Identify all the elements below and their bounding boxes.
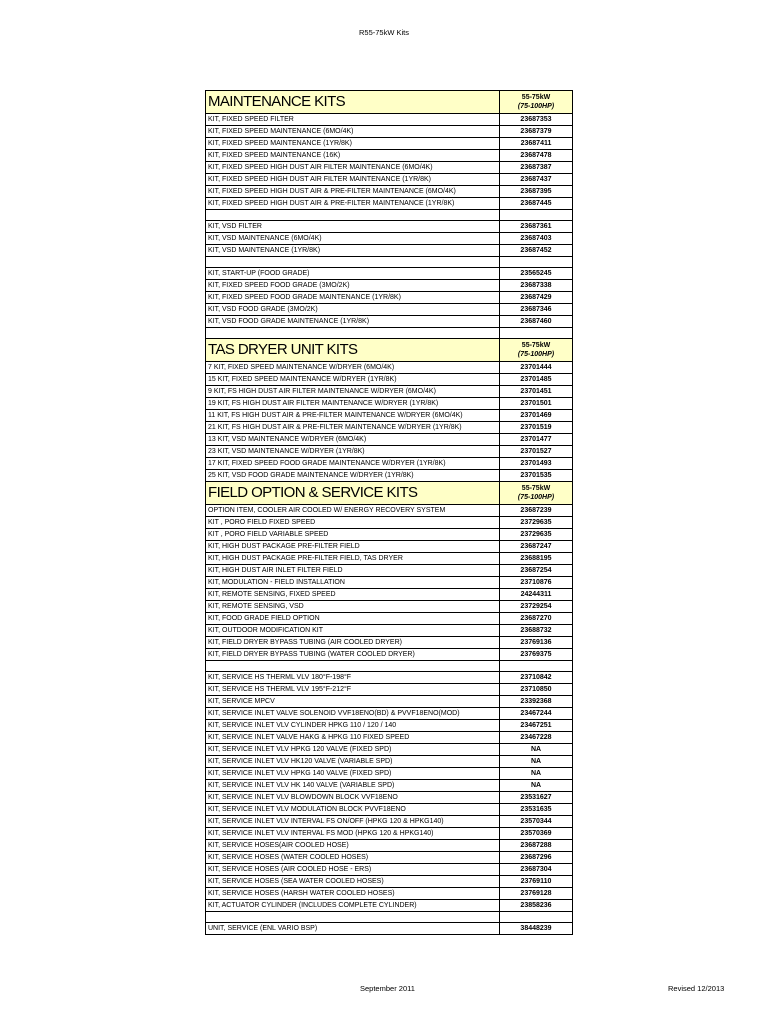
table-row (206, 565, 573, 577)
table-row (206, 434, 573, 446)
kit-description: KIT, SERVICE HOSES(AIR COOLED HOSE) (206, 840, 500, 852)
kit-description: KIT, SERVICE INLET VALVE SOLENOID VVF18ENO(BD) & PVVF18ENO(MOD) (206, 708, 500, 720)
table-row (206, 684, 573, 696)
kit-description: KIT, FIXED SPEED MAINTENANCE (16K) (206, 150, 500, 162)
kit-description: 15 KIT, FIXED SPEED MAINTENANCE W/DRYER (1YR/8K) (206, 374, 500, 386)
kit-part-number: 23687460 (500, 316, 573, 328)
kit-description: KIT, START-UP (FOOD GRADE) (206, 268, 500, 280)
table-row (206, 126, 573, 138)
kit-part-number: 23531635 (500, 804, 573, 816)
blank-row (206, 912, 573, 923)
kit-part-number: 23701535 (500, 470, 573, 482)
table-row (206, 720, 573, 732)
kit-part-number: 23729254 (500, 601, 573, 613)
kit-description: KIT, VSD FOOD GRADE (3MO/2K) (206, 304, 500, 316)
kit-part-number: 23701501 (500, 398, 573, 410)
kit-part-number: 23687239 (500, 505, 573, 517)
kit-description: KIT, FOOD GRADE FIELD OPTION (206, 613, 500, 625)
table-row (206, 386, 573, 398)
table-row (206, 768, 573, 780)
kit-description: KIT, SERVICE INLET VLV CYLINDER HPKG 110 / 120 / 140 (206, 720, 500, 732)
kit-description: KIT, FIXED SPEED FILTER (206, 114, 500, 126)
table-row (206, 840, 573, 852)
column-header-power: 55-75kW (521, 485, 551, 492)
kit-description: KIT , PORO FIELD VARIABLE SPEED (206, 529, 500, 541)
kit-part-number: 23687429 (500, 292, 573, 304)
kit-part-number: NA (500, 744, 573, 756)
table-row (206, 541, 573, 553)
column-header-horsepower: (75-100HP) (517, 494, 555, 501)
kit-description: KIT, SERVICE HOSES (AIR COOLED HOSE - ERS) (206, 864, 500, 876)
table-row (206, 888, 573, 900)
table-row (206, 756, 573, 768)
table-row (206, 174, 573, 186)
table-row (206, 637, 573, 649)
kit-description: KIT, HIGH DUST PACKAGE PRE-FILTER FIELD, TAS DRYER (206, 553, 500, 565)
blank-row (206, 661, 573, 672)
section-column-header (500, 482, 573, 505)
table-row (206, 613, 573, 625)
kit-part-number: 23687304 (500, 864, 573, 876)
table-row (206, 816, 573, 828)
table-row (206, 150, 573, 162)
kit-description: KIT, REMOTE SENSING, FIXED SPEED (206, 589, 500, 601)
page-header-title: R55-75kW Kits (358, 28, 409, 37)
kit-part-number: 23531627 (500, 792, 573, 804)
footer-date: September 2011 (360, 984, 415, 993)
kit-description: 23 KIT, VSD MAINTENANCE W/DRYER (1YR/8K) (206, 446, 500, 458)
blank-row (206, 328, 573, 339)
kit-description: KIT, VSD MAINTENANCE (6MO/4K) (206, 233, 500, 245)
table-row (206, 114, 573, 126)
kit-description: KIT, FIXED SPEED FOOD GRADE MAINTENANCE (1YR/8K) (206, 292, 500, 304)
footer-revised: Revised 12/2013 (668, 984, 725, 993)
kit-description: KIT, SERVICE INLET VLV HK120 VALVE (VARIABLE SPD) (206, 756, 500, 768)
kit-description: KIT, SERVICE INLET VLV INTERVAL FS ON/OFF (HPKG 120 & HPKG140) (206, 816, 500, 828)
kit-part-number: 23688195 (500, 553, 573, 565)
kit-description: KIT, SERVICE HOSES (SEA WATER COOLED HOSES) (206, 876, 500, 888)
section-header-row (206, 339, 573, 362)
kit-description: KIT, SERVICE INLET VLV HPKG 120 VALVE (FIXED SPD) (206, 744, 500, 756)
table-row (206, 601, 573, 613)
kit-description: KIT, OUTDOOR MODIFICATION KIT (206, 625, 500, 637)
kit-part-number: 23570369 (500, 828, 573, 840)
kit-part-number: 23769375 (500, 649, 573, 661)
kit-description: KIT, SERVICE INLET VLV HPKG 140 VALVE (FIXED SPD) (206, 768, 500, 780)
blank-row (206, 257, 573, 268)
section-header-row (206, 482, 573, 505)
table-row (206, 505, 573, 517)
table-row (206, 780, 573, 792)
table-row (206, 828, 573, 840)
table-row (206, 672, 573, 684)
kit-description: KIT, SERVICE HOSES (WATER COOLED HOSES) (206, 852, 500, 864)
kit-part-number: 23467251 (500, 720, 573, 732)
kit-description: KIT , PORO FIELD FIXED SPEED (206, 517, 500, 529)
table-row (206, 876, 573, 888)
table-row (206, 233, 573, 245)
section-header-row (206, 91, 573, 114)
kit-part-number: 23729635 (500, 517, 573, 529)
kit-part-number: 23687254 (500, 565, 573, 577)
table-row (206, 923, 573, 935)
table-row (206, 410, 573, 422)
kit-description: KIT, SERVICE MPCV (206, 696, 500, 708)
kit-part-number: 38448239 (500, 923, 573, 935)
table-row (206, 708, 573, 720)
kit-part-number: 23858236 (500, 900, 573, 912)
kit-part-number: 23687353 (500, 114, 573, 126)
kit-description: KIT, FIXED SPEED MAINTENANCE (6MO/4K) (206, 126, 500, 138)
table-row (206, 186, 573, 198)
kit-description: KIT, SERVICE INLET VLV HK 140 VALVE (VARIABLE SPD) (206, 780, 500, 792)
kit-part-number: NA (500, 756, 573, 768)
kit-part-number: 23701451 (500, 386, 573, 398)
section-title: TAS DRYER UNIT KITS (206, 339, 500, 362)
kit-description (206, 257, 500, 268)
kit-part-number: 23769110 (500, 876, 573, 888)
kit-part-number: 23687296 (500, 852, 573, 864)
kit-part-number: 23687288 (500, 840, 573, 852)
table-row (206, 280, 573, 292)
kit-part-number: 23701469 (500, 410, 573, 422)
kit-part-number: 23565245 (500, 268, 573, 280)
kit-part-number: 23769136 (500, 637, 573, 649)
table-row (206, 374, 573, 386)
table-row (206, 900, 573, 912)
table-row (206, 221, 573, 233)
kit-description: KIT, SERVICE INLET VLV BLOWDOWN BLOCK VVF18ENO (206, 792, 500, 804)
table-row (206, 398, 573, 410)
kits-table-body (206, 91, 573, 935)
kit-part-number: 23687361 (500, 221, 573, 233)
table-row (206, 304, 573, 316)
kit-part-number: 23701493 (500, 458, 573, 470)
column-header-horsepower: (75-100HP) (517, 103, 555, 110)
kit-description: 25 KIT, VSD FOOD GRADE MAINTENANCE W/DRYER (1YR/8K) (206, 470, 500, 482)
section-column-header (500, 91, 573, 114)
column-header-horsepower: (75-100HP) (517, 351, 555, 358)
table-row (206, 696, 573, 708)
kit-description: 7 KIT, FIXED SPEED MAINTENANCE W/DRYER (6MO/4K) (206, 362, 500, 374)
kit-part-number: 23687403 (500, 233, 573, 245)
kit-part-number: 23687387 (500, 162, 573, 174)
table-row (206, 792, 573, 804)
kit-description: 21 KIT, FS HIGH DUST AIR & PRE-FILTER MAINTENANCE W/DRYER (1YR/8K) (206, 422, 500, 434)
kit-description: KIT, FIXED SPEED MAINTENANCE (1YR/8K) (206, 138, 500, 150)
table-row (206, 589, 573, 601)
kit-part-number: 23701444 (500, 362, 573, 374)
kit-part-number (500, 912, 573, 923)
kit-part-number: 23467244 (500, 708, 573, 720)
kit-part-number: 23701519 (500, 422, 573, 434)
kit-description: KIT, FIXED SPEED HIGH DUST AIR & PRE-FILTER MAINTENANCE (1YR/8K) (206, 198, 500, 210)
kit-part-number: 23710842 (500, 672, 573, 684)
kit-description: KIT, FIXED SPEED HIGH DUST AIR FILTER MAINTENANCE (6MO/4K) (206, 162, 500, 174)
blank-row (206, 210, 573, 221)
kit-description: 19 KIT, FS HIGH DUST AIR FILTER MAINTENANCE W/DRYER (1YR/8K) (206, 398, 500, 410)
table-row (206, 198, 573, 210)
section-column-header (500, 339, 573, 362)
kit-part-number: 23467228 (500, 732, 573, 744)
kit-part-number: 23688732 (500, 625, 573, 637)
kit-part-number: 23687338 (500, 280, 573, 292)
table-row (206, 744, 573, 756)
table-row (206, 316, 573, 328)
kit-description: KIT, SERVICE INLET VALVE HAKG & HPKG 110 FIXED SPEED (206, 732, 500, 744)
kit-description: KIT, ACTUATOR CYLINDER (INCLUDES COMPLETE CYLINDER) (206, 900, 500, 912)
table-row (206, 852, 573, 864)
kit-description: KIT, VSD MAINTENANCE (1YR/8K) (206, 245, 500, 257)
kit-description: 9 KIT, FS HIGH DUST AIR FILTER MAINTENANCE W/DRYER (6MO/4K) (206, 386, 500, 398)
kit-description: KIT, VSD FILTER (206, 221, 500, 233)
kit-part-number: 23687445 (500, 198, 573, 210)
kit-description: KIT, FIXED SPEED FOOD GRADE (3MO/2K) (206, 280, 500, 292)
kit-description: KIT, SERVICE INLET VLV INTERVAL FS MOD (HPKG 120 & HPKG140) (206, 828, 500, 840)
table-row (206, 138, 573, 150)
table-row (206, 268, 573, 280)
kit-description: KIT, REMOTE SENSING, VSD (206, 601, 500, 613)
kit-description: KIT, FIELD DRYER BYPASS TUBING (WATER COOLED DRYER) (206, 649, 500, 661)
kit-part-number (500, 257, 573, 268)
kit-description: KIT, SERVICE HS THERML VLV 180°F-198°F (206, 672, 500, 684)
kit-description: 17 KIT, FIXED SPEED FOOD GRADE MAINTENANCE W/DRYER (1YR/8K) (206, 458, 500, 470)
kit-description: OPTION ITEM, COOLER AIR COOLED W/ ENERGY RECOVERY SYSTEM (206, 505, 500, 517)
kit-part-number: 23687395 (500, 186, 573, 198)
kit-part-number: NA (500, 780, 573, 792)
section-title: FIELD OPTION & SERVICE KITS (206, 482, 500, 505)
kit-part-number (500, 210, 573, 221)
kit-description (206, 328, 500, 339)
table-row (206, 864, 573, 876)
kit-part-number: 23710876 (500, 577, 573, 589)
table-row (206, 162, 573, 174)
kits-table (205, 90, 573, 935)
kit-part-number: 23570344 (500, 816, 573, 828)
kit-description: KIT, FIXED SPEED HIGH DUST AIR & PRE-FILTER MAINTENANCE (6MO/4K) (206, 186, 500, 198)
table-row (206, 470, 573, 482)
kit-part-number: NA (500, 768, 573, 780)
table-row (206, 422, 573, 434)
table-row (206, 553, 573, 565)
kit-description: UNIT, SERVICE (ENL VARIO BSP) (206, 923, 500, 935)
table-row (206, 292, 573, 304)
kit-description: 11 KIT, FS HIGH DUST AIR & PRE-FILTER MAINTENANCE W/DRYER (6MO/4K) (206, 410, 500, 422)
table-row (206, 362, 573, 374)
kit-description: KIT, FIELD DRYER BYPASS TUBING (AIR COOLED DRYER) (206, 637, 500, 649)
table-row (206, 517, 573, 529)
table-row (206, 577, 573, 589)
kit-part-number: 23769128 (500, 888, 573, 900)
table-row (206, 446, 573, 458)
kit-description: KIT, FIXED SPEED HIGH DUST AIR FILTER MAINTENANCE (1YR/8K) (206, 174, 500, 186)
kit-description: KIT, HIGH DUST AIR INLET FILTER FIELD (206, 565, 500, 577)
table-row (206, 625, 573, 637)
kit-description: KIT, SERVICE HS THERML VLV 195°F-212°F (206, 684, 500, 696)
kit-part-number: 23687247 (500, 541, 573, 553)
kit-description: KIT, VSD FOOD GRADE MAINTENANCE (1YR/8K) (206, 316, 500, 328)
section-title: MAINTENANCE KITS (206, 91, 500, 114)
kit-part-number: 23687411 (500, 138, 573, 150)
kit-description: KIT, SERVICE HOSES (HARSH WATER COOLED HOSES) (206, 888, 500, 900)
table-row (206, 804, 573, 816)
kit-part-number: 23701485 (500, 374, 573, 386)
kit-part-number: 23701527 (500, 446, 573, 458)
kit-description (206, 912, 500, 923)
table-row (206, 245, 573, 257)
table-row (206, 458, 573, 470)
kit-part-number: 23701477 (500, 434, 573, 446)
kit-description (206, 661, 500, 672)
column-header-power: 55-75kW (521, 342, 551, 349)
kit-part-number: 23392368 (500, 696, 573, 708)
table-row (206, 649, 573, 661)
kit-description: KIT, HIGH DUST PACKAGE PRE-FILTER FIELD (206, 541, 500, 553)
kit-description (206, 210, 500, 221)
kit-description: KIT, SERVICE INLET VLV MODULATION BLOCK PVVF18ENO (206, 804, 500, 816)
kit-part-number: 23687346 (500, 304, 573, 316)
kit-part-number: 23729635 (500, 529, 573, 541)
kit-part-number: 23687452 (500, 245, 573, 257)
kit-part-number: 23710850 (500, 684, 573, 696)
table-row (206, 732, 573, 744)
kit-part-number (500, 328, 573, 339)
kit-part-number: 23687437 (500, 174, 573, 186)
kit-description: 13 KIT, VSD MAINTENANCE W/DRYER (6MO/4K) (206, 434, 500, 446)
column-header-power: 55-75kW (521, 94, 551, 101)
kit-part-number: 24244311 (500, 589, 573, 601)
kit-part-number: 23687379 (500, 126, 573, 138)
kit-part-number: 23687270 (500, 613, 573, 625)
kit-part-number (500, 661, 573, 672)
table-row (206, 529, 573, 541)
kit-description: KIT, MODULATION - FIELD INSTALLATION (206, 577, 500, 589)
kit-part-number: 23687478 (500, 150, 573, 162)
